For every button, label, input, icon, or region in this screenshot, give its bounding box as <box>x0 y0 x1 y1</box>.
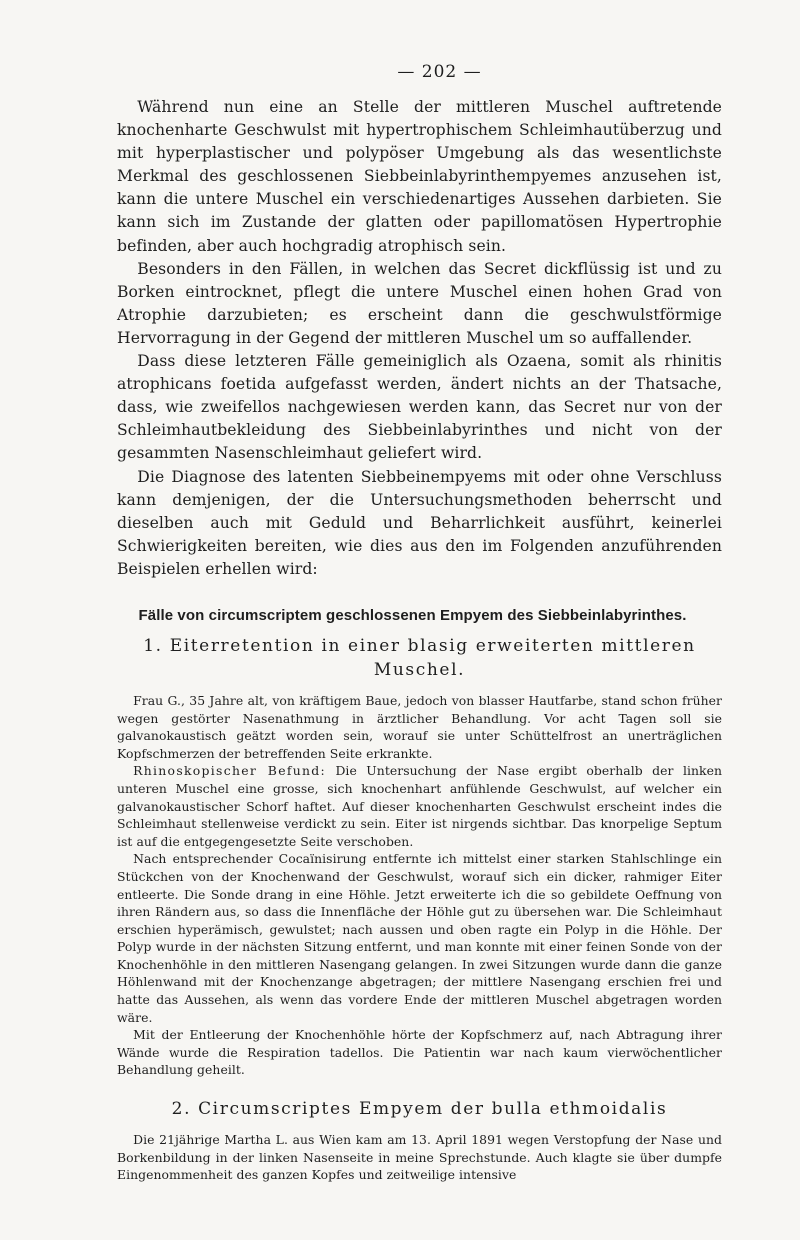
case-title: 2. Circumscriptes Empyem der bulla ethmoidalis <box>171 1099 668 1120</box>
paragraph: Nach entsprechender Cocaïnisirung entfernte ich mittelst einer starken Stahlschlinge ein Stückchen von der Knochenwand der Geschwulst, worauf sich ein dicker, rahmiger Eiter entleerte. Die Sonde drang in eine Höhle. Jetzt erweiterte ich die so gebildete Oeffnung von ihren Rändern aus, so dass die Innenfläche der Höhle gut zu übersehen war. Die Schleimhaut erschien hyperämisch, gewulstet; nach aussen und oben ragte ein Polyp in die Höhle. Der Polyp wurde in der nächsten Sitzung entfernt, und man konnte mit einer feinen Sonde von der Knochenhöhle in den mittleren Nasengang gelangen. In zwei Sitzungen wurde dann die ganze Höhlenwand mit der Knochenzange abgetragen; der mittlere Nasengang erschien frei und hatte das Aussehen, als wenn das vordere Ende der mittleren Muschel abgetragen worden wäre. <box>117 851 722 1025</box>
intro-text <box>117 96 722 581</box>
paragraph <box>117 762 722 850</box>
book-page <box>117 62 722 1184</box>
case-2-text <box>117 1131 722 1184</box>
paragraph: Dass diese letzteren Fälle gemeiniglich als Ozaena, somit als rhinitis atrophicans foetida aufgefasst werden, ändert nichts an der Thatsache, dass, wie zweifellos nachgewiesen werden kann, das Secret nur von der Schleimhautbekleidung des Siebbeinlabyrinthes und nicht von der gesammten Nasenschleimhaut geliefert wird. <box>117 352 722 463</box>
paragraph: Mit der Entleerung der Knochenhöhle hörte der Kopfschmerz auf, nach Abtragung ihrer Wände wurde die Respiration tadellos. Die Patientin war nach kaum vierwöchentlicher Behandlung geheilt. <box>117 1027 722 1078</box>
finding-label: Rhinoskopischer Befund: <box>133 763 326 779</box>
finding-text: Die Untersuchung der Nase ergibt oberhalb der linken unteren Muschel eine grosse, sich knochenhart anfühlende Geschwulst, auf welcher ein galvanokaustischer Schorf haftet. Auf dieser knochenharten Geschwulst erscheint indes die Schleimhaut stellenweise verdickt zu sein. Eiter ist nirgends sichtbar. Das knorpelige Septum ist auf die entgegengesetzte Seite verschoben. <box>117 763 722 849</box>
paragraph: Frau G., 35 Jahre alt, von kräftigem Baue, jedoch von blasser Hautfarbe, stand schon früher wegen gestörter Nasenathmung in ärztlicher Behandlung. Vor acht Tagen soll sie galvanokaustisch geätzt worden sein, worauf sie unter Schüttelfrost an unerträglichen Kopfschmerzen der betreffenden Seite erkrankte. <box>117 692 722 761</box>
paragraph: Die Diagnose des latenten Siebbeinempyems mit oder ohne Verschluss kann demjenigen, der die Untersuchungsmethoden beherrscht und dieselben auch mit Geduld und Beharrlichkeit ausführt, keinerlei Schwierigkeiten bereiten, wie dies aus den im Folgenden anzuführenden Beispielen erhellen wird: <box>117 467 722 578</box>
section-heading: Fälle von circumscriptem geschlossenen Empyem des Siebbeinlabyrinthes. <box>138 606 687 624</box>
case-title: 1. Eiterretention in einer blasig erweiterten mittleren Muschel. <box>143 635 696 680</box>
paragraph: Besonders in den Fällen, in welchen das Secret dickflüssig ist und zu Borken eintrocknet, pflegt die untere Muschel einen hohen Grad von Atrophie darzubieten; es erscheint dann die geschwulstförmige Hervorragung in der Gegend der mittleren Muschel um so auffallender. <box>117 259 722 347</box>
page-number: — 202 — <box>397 62 482 82</box>
paragraph: Die 21jährige Martha L. aus Wien kam am 13. April 1891 wegen Verstopfung der Nase und Borkenbildung in der linken Nasenseite in meine Sprechstunde. Auch klagte sie über dumpfe Eingenommenheit des ganzen Kopfes und zeitweilige intensive <box>117 1132 722 1183</box>
paragraph: Während nun eine an Stelle der mittleren Muschel auftretende knochenharte Geschwulst mit hypertrophischem Schleimhautüberzug und mit hyperplastischer und polypöser Umgebung als das wesentlichste Merkmal des geschlossenen Siebbeinlabyrinthempyemes anzusehen ist, kann die untere Muschel ein verschiedenartiges Aussehen darbieten. Sie kann sich im Zustande der glatten oder papillomatösen Hypertrophie befinden, aber auch hochgradig atrophisch sein. <box>117 98 722 255</box>
case-1-text <box>117 692 722 1079</box>
